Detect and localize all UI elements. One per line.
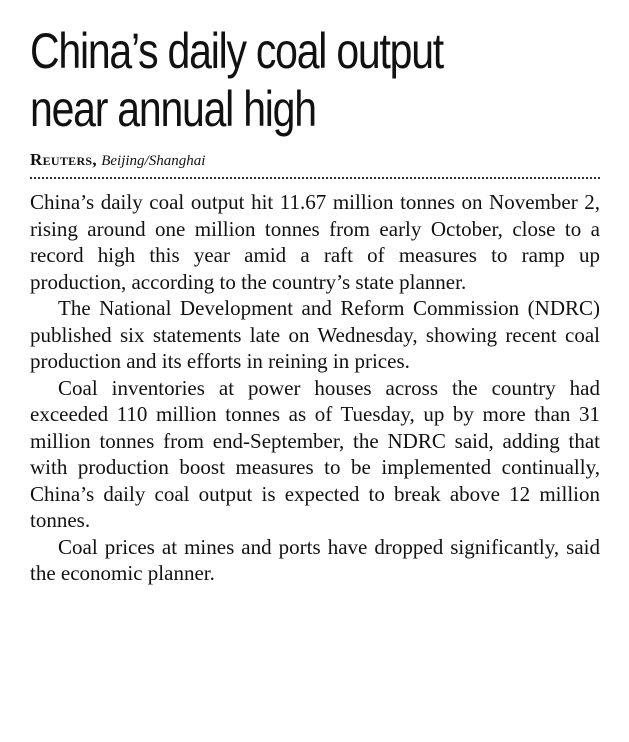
headline-line-2: near annual high xyxy=(30,81,316,137)
news-article xyxy=(30,22,600,587)
dotted-divider xyxy=(30,177,600,179)
byline-agency: Reuters, xyxy=(30,150,97,169)
headline-line-1: China’s daily coal output xyxy=(30,23,443,79)
paragraph-3: Coal inventories at power houses across the country had exceeded 110 million tonnes as of Tuesday, up by more than 31 million tonnes from end-September, the NDRC said, adding that with production boost measures to be implemented continually, China’s daily coal output is expected to break above 12 million tonnes. xyxy=(30,375,600,532)
headline xyxy=(30,22,600,138)
article-body xyxy=(30,189,600,587)
paragraph-4: Coal prices at mines and ports have dropped significantly, said the economic planner. xyxy=(30,534,600,585)
byline xyxy=(30,150,600,171)
byline-location: Beijing/Shanghai xyxy=(101,153,206,169)
paragraph-1: China’s daily coal output hit 11.67 million tonnes on November 2, rising around one million tonnes from early October, close to a record high this year amid a raft of measures to ramp up production, according to the country’s state planner. xyxy=(30,190,600,294)
paragraph-2: The National Development and Reform Commission (NDRC) published six statements late on Wednesday, showing recent coal production and its efforts in reining in prices. xyxy=(30,296,600,373)
